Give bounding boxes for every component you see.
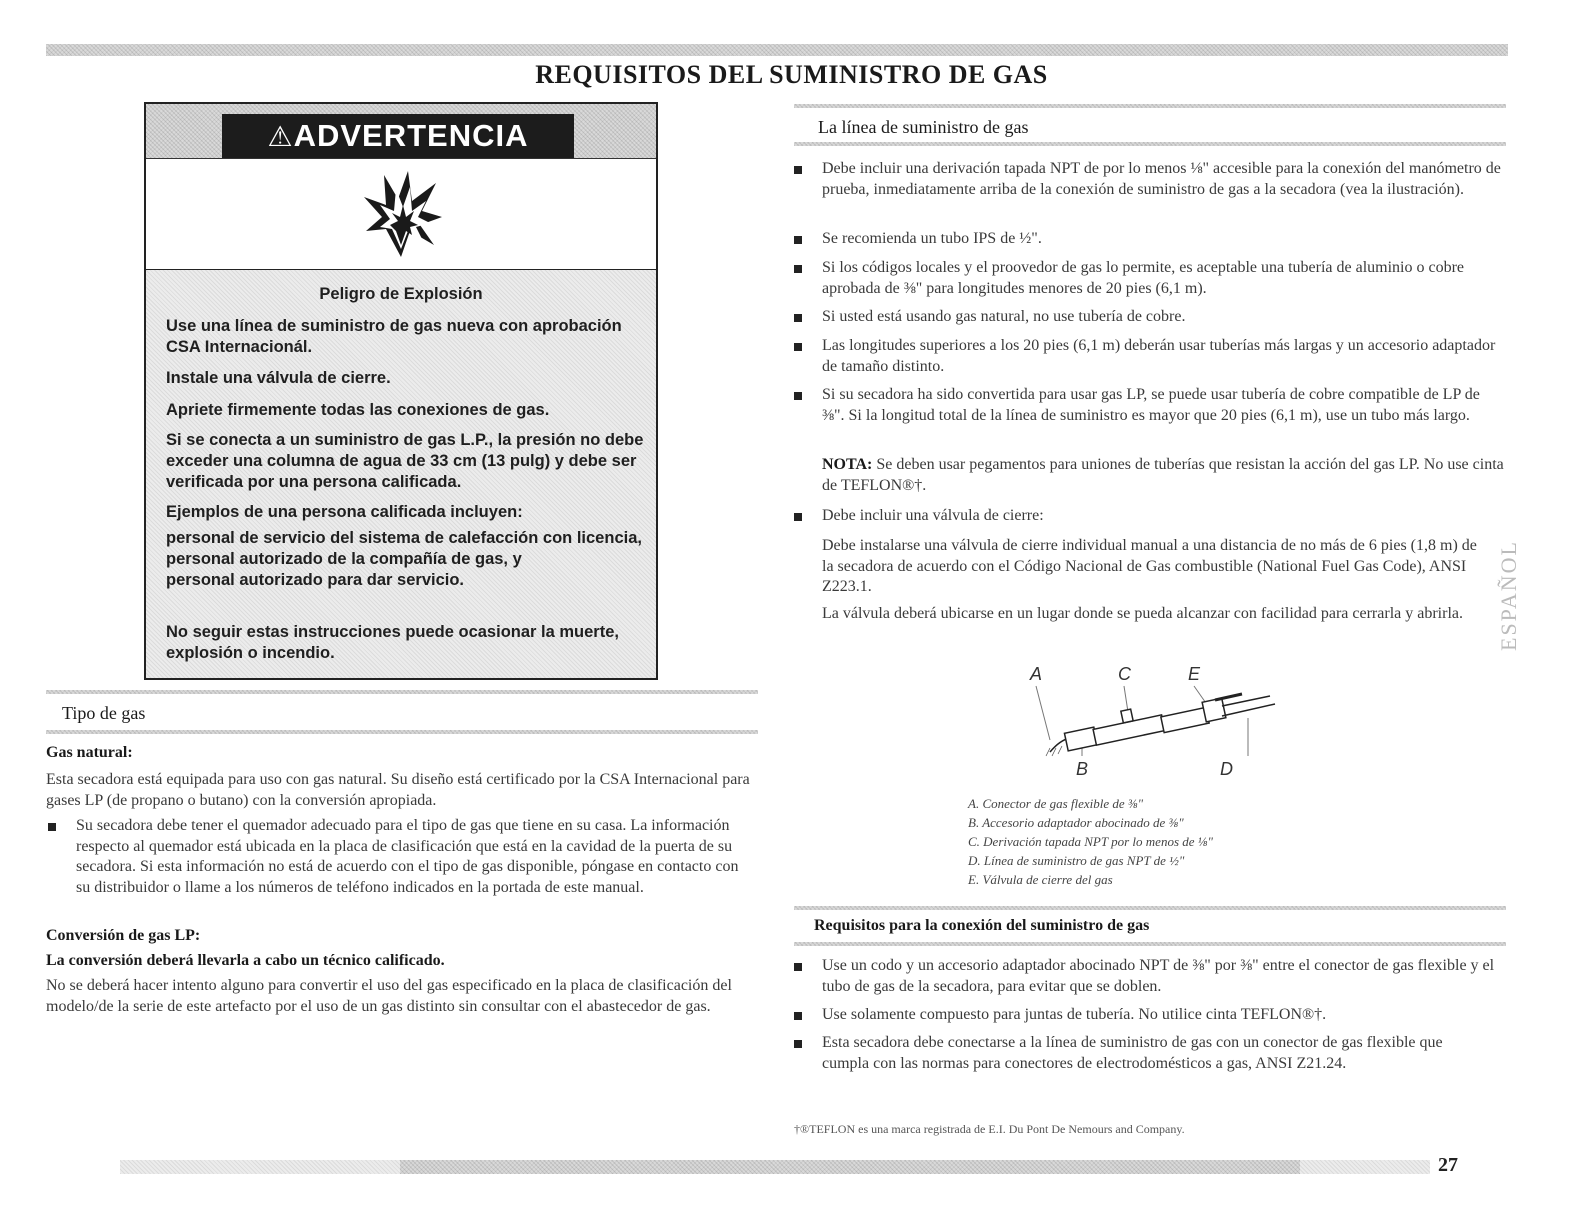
top-band — [46, 44, 1508, 56]
nota-label: NOTA: — [822, 456, 873, 473]
natural-gas-text: Esta secadora está equipada para uso con gas natural. Su diseño está certificado por la CSA Internacional para gases LP (de propano o butano) con la conversión apropiada. — [46, 771, 750, 809]
diagram-caption: A. Conector de gas flexible de ⅜" — [968, 796, 1144, 811]
bullet-marker — [794, 265, 802, 273]
warning-paragraph: Ejemplos de una persona calificada incluyen: — [166, 503, 523, 521]
linea-bullet: Las longitudes superiores a los 20 pies (6,1 m) deberán usar tuberías más largas y un accesorio adaptador de tamaño distinto. — [822, 337, 1496, 375]
section-band — [794, 942, 1506, 946]
section-band — [794, 906, 1506, 910]
linea-bullet: Debe incluir una derivación tapada NPT de por lo menos ⅛" accesible para la conexión del manómetro de prueba, inmediatamente arriba de la conexión de suministro de gas a la secadora (vea la ilustración). — [822, 160, 1501, 198]
conexion-bullet: Use solamente compuesto para juntas de tubería. No utilice cinta TEFLON®†. — [822, 1006, 1327, 1023]
linea-bullet: Se recomienda un tubo IPS de ½". — [822, 230, 1042, 247]
section-band — [46, 730, 758, 734]
warning-icon-area — [146, 158, 656, 271]
bullet-marker — [794, 1012, 802, 1020]
bullet-marker — [794, 1040, 802, 1048]
valve-bullet: Debe incluir una válvula de cierre: — [822, 507, 1044, 524]
warning-triangle-icon: ⚠ — [267, 121, 294, 152]
conexion-bullet: Esta secadora debe conectarse a la línea de suministro de gas con un conector de gas flexible que cumpla con las normas para conectores de electrodomésticos a gas, ANSI Z21.24. — [822, 1034, 1443, 1072]
valve-paragraph: La válvula deberá ubicarse en un lugar donde se pueda alcanzar con facilidad para cerrarla y abrirla. — [822, 605, 1463, 622]
linea-bullet: Si los códigos locales y el proovedor de gas lo permite, es aceptable una tubería de aluminio o cobre aprobada de ⅜" para longitudes menores de 20 pies (6,1 m). — [822, 259, 1465, 297]
diagram-label-c: C — [1118, 664, 1131, 684]
nota-text: Se deben usar pegamentos para uniones de tuberías que resistan la acción del gas LP. No use cinta de TEFLON®†. — [822, 456, 1504, 494]
warning-paragraph: No seguir estas instrucciones puede ocasionar la muerte, explosión o incendio. — [166, 623, 619, 662]
section-band — [794, 142, 1506, 146]
warning-heading: Peligro de Explosión — [319, 285, 483, 303]
bullet-marker — [794, 314, 802, 322]
diagram-label-d: D — [1220, 759, 1233, 779]
linea-bullet: Si su secadora ha sido convertida para usar gas LP, se puede usar tubería de cobre compatible de LP de ⅜". Si la longitud total de la línea de suministro es mayor que 20 pies (6,1 m), use un tubo más largo. — [822, 386, 1480, 424]
linea-bullet: Si usted está usando gas natural, no use tubería de cobre. — [822, 308, 1186, 325]
valve-paragraph: Debe instalarse una válvula de cierre individual manual a una distancia de no más de 6 pies (1,8 m) de la secadora de acuerdo con el Código Nacional de Gas combustible (National Fuel Gas Code), ANSI Z223.1. — [822, 537, 1477, 595]
warning-paragraph: personal de servicio del sistema de calefacción con licencia, personal autorizado de la compañía de gas, y personal autorizado para dar servicio. — [166, 529, 642, 589]
diagram-label-a: A — [1030, 664, 1043, 684]
warning-paragraph: Use una línea de suministro de gas nueva con aprobación CSA Internacionál. — [166, 317, 622, 356]
lp-conversion-text: No se deberá hacer intento alguno para convertir el uso del gas especificado en la placa de clasificación del modelo/de la serie de este artefacto por el uso de un gas distinto sin consultar con el abastecedor de gas. — [46, 977, 732, 1015]
bottom-band-dark — [400, 1160, 1300, 1174]
diagram-caption: D. Línea de suministro de gas NPT de ½" — [968, 853, 1185, 868]
language-side-tab: ESPAÑOL — [1496, 540, 1521, 651]
diagram-caption: C. Derivación tapada NPT por lo menos de ⅛" — [968, 834, 1213, 849]
explosion-icon — [356, 169, 446, 259]
gas-connection-diagram — [1010, 660, 1330, 780]
section-band — [794, 104, 1506, 108]
bullet-marker — [794, 963, 802, 971]
bullet-marker — [794, 166, 802, 174]
diagram-caption: E. Válvula de cierre del gas — [968, 872, 1113, 887]
bullet-marker — [794, 236, 802, 244]
diagram-label-e: E — [1188, 664, 1201, 684]
section-title-linea: La línea de suministro de gas — [818, 117, 1029, 137]
warning-box — [144, 102, 658, 680]
warning-paragraph: Apriete firmemente todas las conexiones de gas. — [166, 401, 550, 419]
bullet-marker — [794, 392, 802, 400]
bullet-marker — [794, 343, 802, 351]
warning-paragraph: Si se conecta a un suministro de gas L.P., la presión no debe exceder una columna de agua de 33 cm (13 pulg) y debe ser verificada por una persona calificada. — [166, 431, 644, 491]
nota — [822, 455, 1506, 496]
warning-body — [146, 270, 656, 678]
section-title-tipo: Tipo de gas — [62, 703, 146, 723]
bullet-marker — [794, 513, 802, 521]
warning-title: ⚠ADVERTENCIA — [267, 118, 529, 153]
page-number: 27 — [1438, 1154, 1458, 1176]
diagram-label-b: B — [1076, 759, 1089, 779]
lp-conversion-subheading: La conversión deberá llevarla a cabo un técnico calificado. — [46, 952, 445, 969]
section-title-conexion: Requisitos para la conexión del suministro de gas — [814, 917, 1150, 934]
bullet-marker — [48, 823, 56, 831]
natural-gas-heading: Gas natural: — [46, 744, 133, 761]
page-title: REQUISITOS DEL SUMINISTRO DE GAS — [535, 60, 1048, 89]
warning-paragraph: Instale una válvula de cierre. — [166, 369, 391, 387]
diagram-caption: B. Accesorio adaptador abocinado de ⅜" — [968, 815, 1184, 830]
section-band — [46, 690, 758, 694]
lp-conversion-heading: Conversión de gas LP: — [46, 927, 201, 944]
natural-gas-bullet: Su secadora debe tener el quemador adecuado para el tipo de gas que tiene en su casa. La información respecto al quemador está ubicada en la placa de clasificación que está en la cavidad de la puerta de su secadora. Si esta información no está de acuerdo con el tipo de gas disponible, póngase en contacto con su distribuidor o llame a los números de teléfono indicados en la portada de este manual. — [76, 817, 739, 896]
footnote: †®TEFLON es una marca registrada de E.I. Du Pont De Nemours and Company. — [794, 1122, 1185, 1136]
conexion-bullet: Use un codo y un accesorio adaptador abocinado NPT de ⅜" por ⅜" entre el conector de gas flexible y el tubo de gas de la secadora, para evitar que se doblen. — [822, 957, 1495, 995]
